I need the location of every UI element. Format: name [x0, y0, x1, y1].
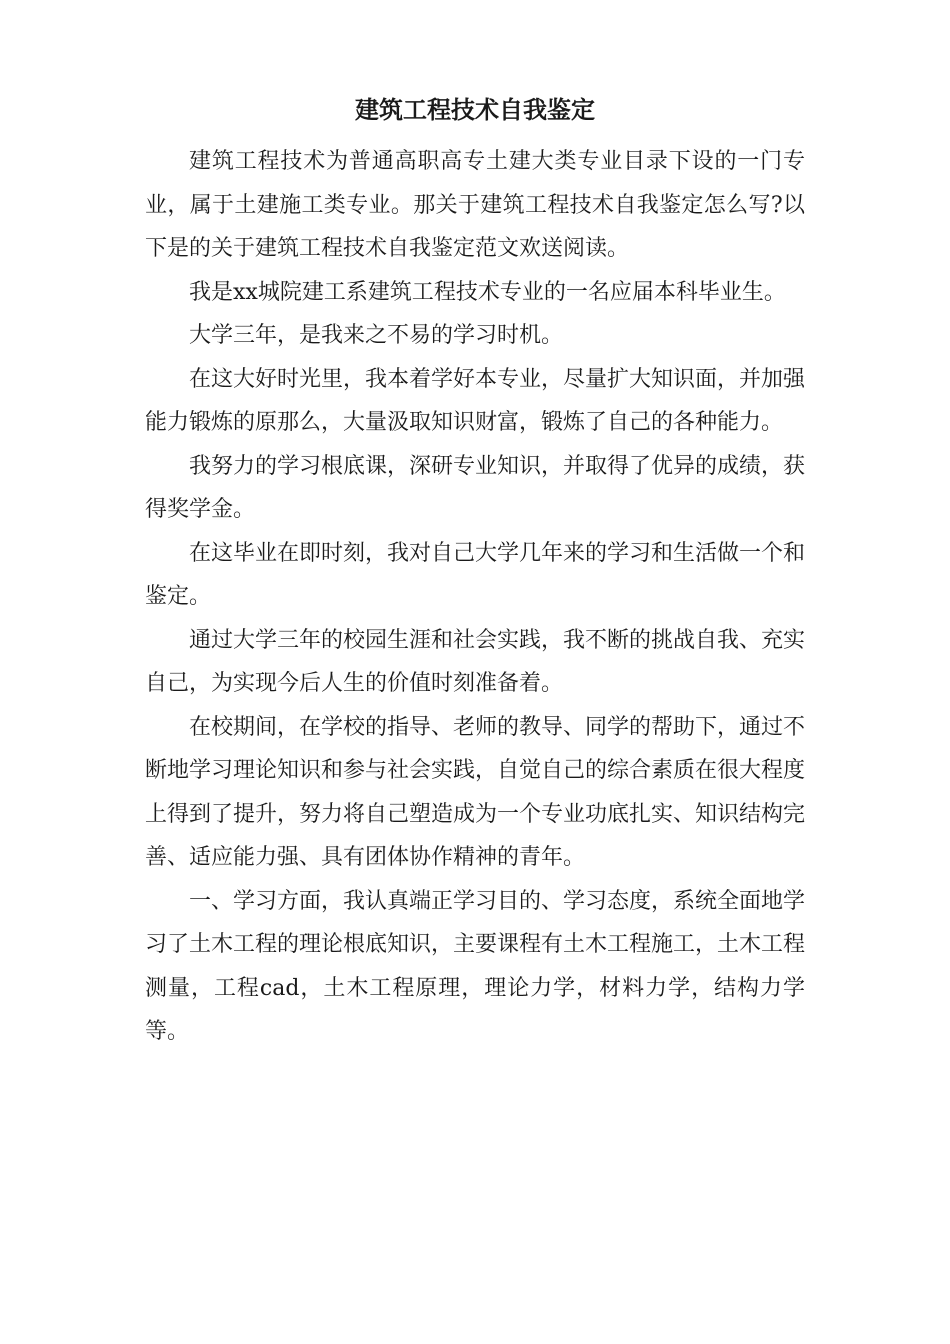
paragraph-study-aspect: 一、学习方面，我认真端正学习目的、学习态度，系统全面地学习了土木工程的理论根底知识，主要课程有土木工程施工，土木工程测量，工程cad，土木工程原理，理论力学，材料力学，结构力学等。 — [145, 888, 806, 1044]
paragraph-three-years: 大学三年，是我来之不易的学习时机。 — [189, 323, 564, 348]
document-title: 建筑工程技术自我鉴定 — [355, 95, 595, 124]
paragraph-self-introduction: 我是xx城院建工系建筑工程技术专业的一名应届本科毕业生。 — [189, 279, 786, 305]
paragraph-graduation: 在这毕业在即时刻，我对自己大学几年来的学习和生活做一个和鉴定。 — [145, 540, 806, 609]
paragraph-campus-practice: 通过大学三年的校园生涯和社会实践，我不断的挑战自我、充实自己，为实现今后人生的价值时刻准备着。 — [145, 627, 806, 696]
paragraph-school-period: 在校期间，在学校的指导、老师的教导、同学的帮助下，通过不断地学习理论知识和参与社会实践，自觉自己的综合素质在很大程度上得到了提升，努力将自己塑造成为一个专业功底扎实、知识结构完善、适应能力强、具有团体协作精神的青年。 — [145, 714, 806, 870]
paragraph-good-times: 在这大好时光里，我本着学好本专业，尽量扩大知识面，并加强能力锻炼的原那么，大量汲取知识财富，锻炼了自己的各种能力。 — [145, 366, 806, 435]
document-body — [145, 140, 805, 1054]
paragraph-study-effort: 我努力的学习根底课，深研专业知识，并取得了优异的成绩，获得奖学金。 — [145, 453, 806, 522]
paragraph-intro: 建筑工程技术为普通高职高专土建大类专业目录下设的一门专业，属于土建施工类专业。那关于建筑工程技术自我鉴定怎么写?以下是的关于建筑工程技术自我鉴定范文欢送阅读。 — [145, 149, 805, 261]
